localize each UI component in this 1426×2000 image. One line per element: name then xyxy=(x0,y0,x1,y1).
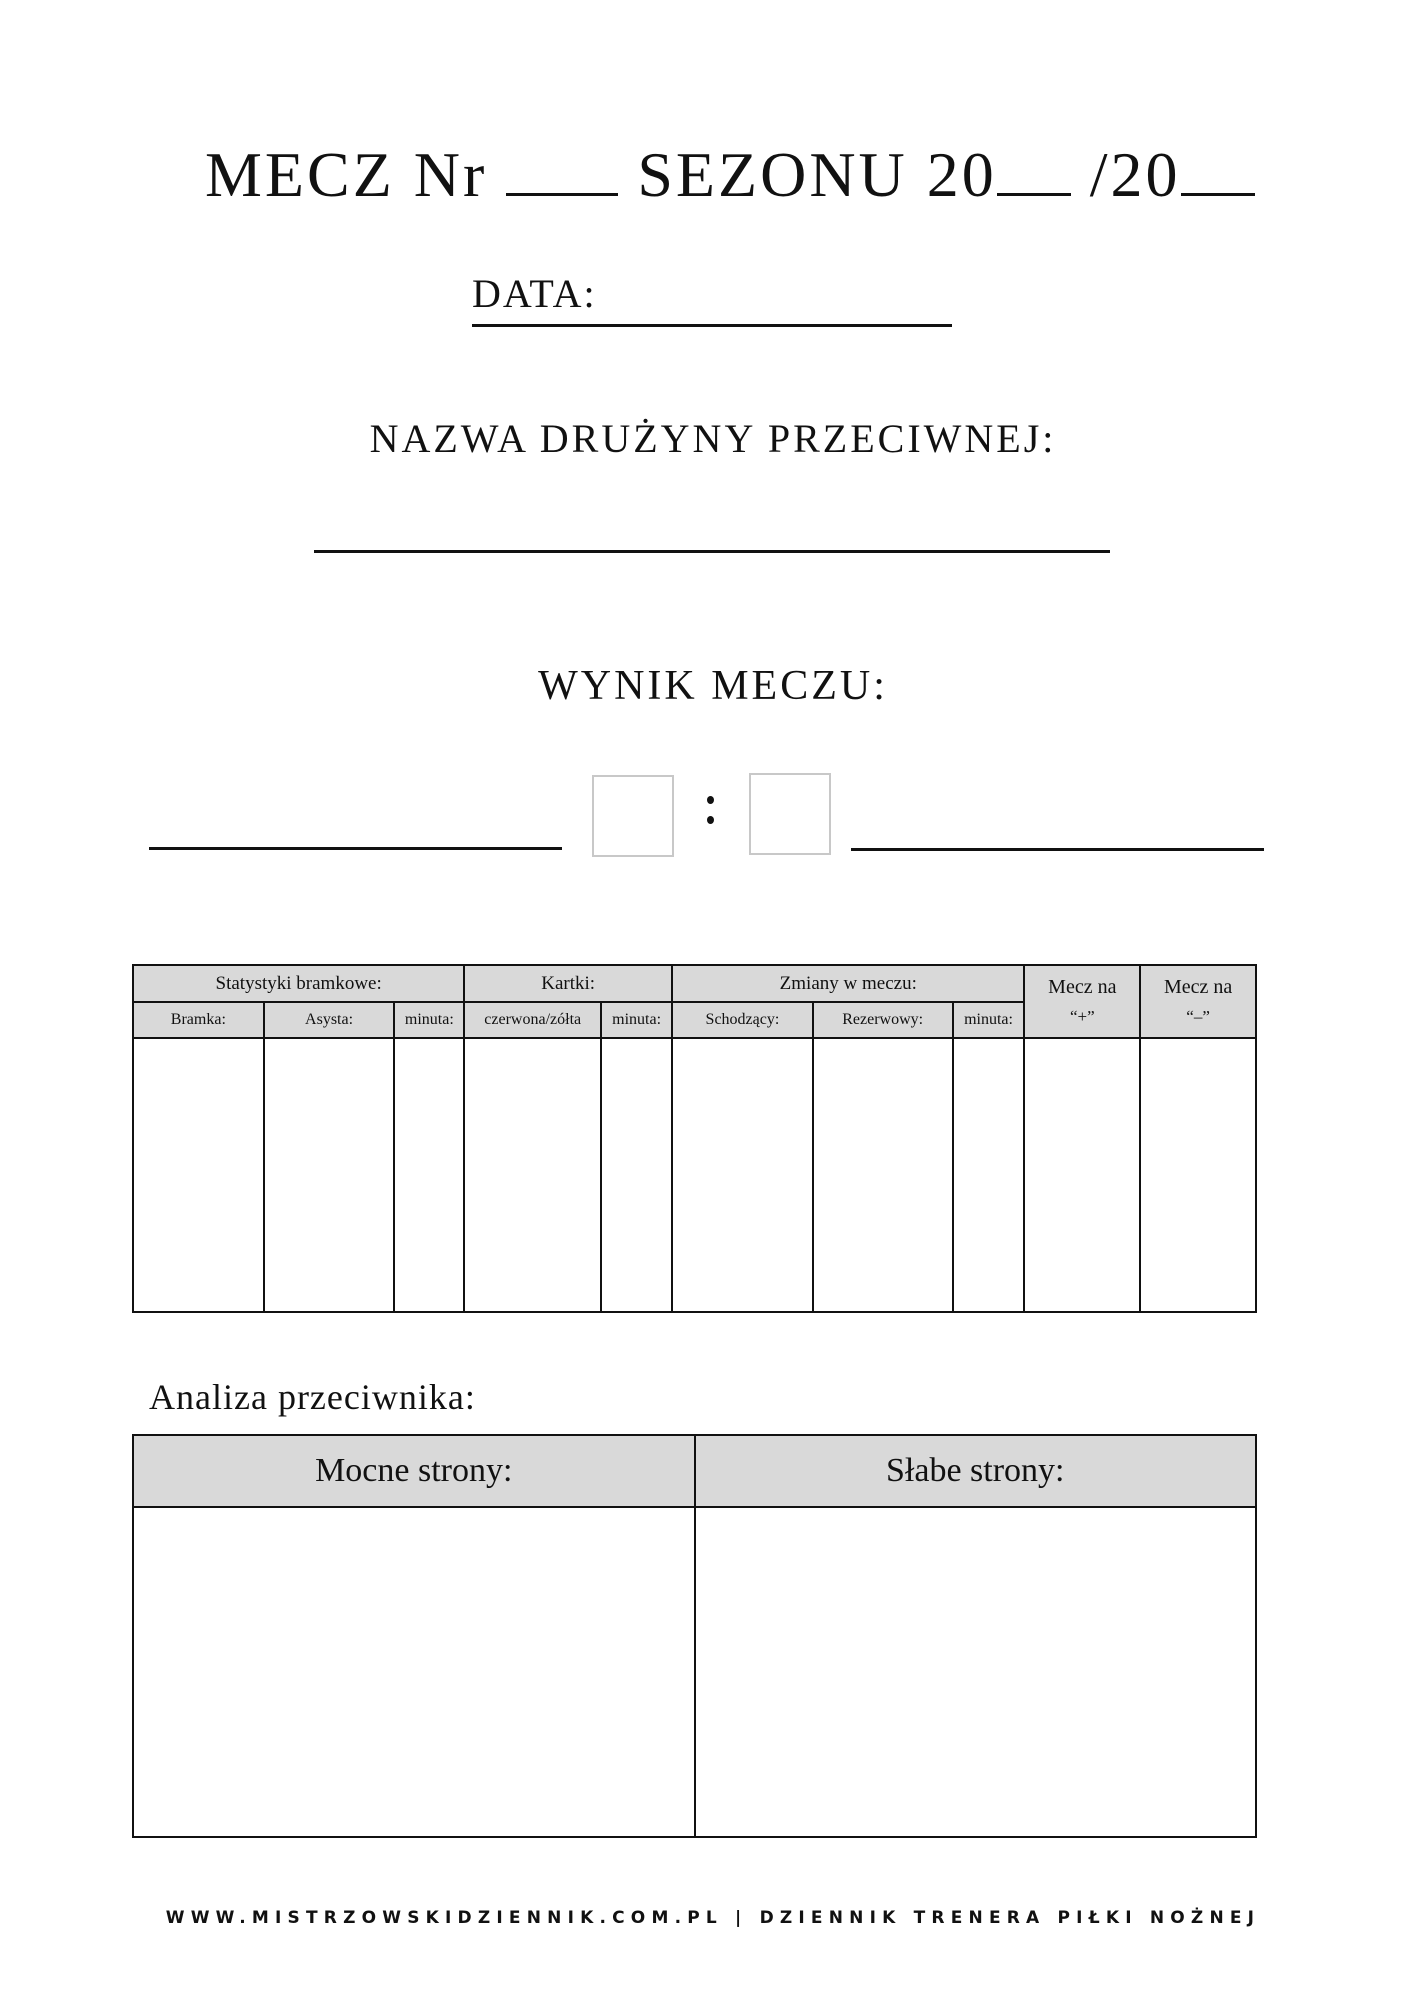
page-title xyxy=(205,138,1255,212)
goal-minute-column-header: minuta: xyxy=(394,1002,464,1038)
goal-cell[interactable] xyxy=(133,1038,264,1312)
strengths-cell[interactable] xyxy=(133,1507,695,1837)
home-team-field-line[interactable] xyxy=(149,847,562,850)
card-color-column-header: czerwona/zółta xyxy=(464,1002,601,1038)
substitute-column-header: Rezerwowy: xyxy=(813,1002,953,1038)
match-plus-header xyxy=(1024,965,1140,1038)
cards-header: Kartki: xyxy=(464,965,672,1002)
title-season-sep: /20 xyxy=(1089,139,1181,210)
goal-minute-cell[interactable] xyxy=(394,1038,464,1312)
card-minute-cell[interactable] xyxy=(601,1038,672,1312)
sub-minute-cell[interactable] xyxy=(953,1038,1025,1312)
player-off-cell[interactable] xyxy=(672,1038,813,1312)
season-end-blank[interactable] xyxy=(1181,192,1255,196)
opponent-name-label: NAZWA DRUŻYNY PRZECIWNEJ: xyxy=(369,416,1057,461)
player-off-column-header: Schodzący: xyxy=(672,1002,813,1038)
match-plus-line2: “+” xyxy=(1069,1006,1095,1026)
date-label: DATA: xyxy=(472,271,597,316)
match-minus-line2: “–” xyxy=(1186,1006,1210,1026)
assist-cell[interactable] xyxy=(264,1038,395,1312)
card-minute-column-header: minuta: xyxy=(601,1002,672,1038)
title-match-label: MECZ Nr xyxy=(205,139,488,210)
title-season-label: SEZONU 20 xyxy=(637,139,997,210)
match-plus-cell[interactable] xyxy=(1024,1038,1140,1312)
match-minus-line1: Mecz na xyxy=(1163,975,1233,998)
match-stats-table xyxy=(132,964,1257,1313)
away-team-field-line[interactable] xyxy=(851,848,1264,851)
match-minus-cell[interactable] xyxy=(1140,1038,1256,1312)
goal-column-header: Bramka: xyxy=(133,1002,264,1038)
home-score-box[interactable] xyxy=(592,775,674,857)
score-separator-colon xyxy=(700,790,720,830)
strengths-header: Mocne strony: xyxy=(133,1435,695,1507)
substitutions-header: Zmiany w meczu: xyxy=(672,965,1024,1002)
date-field-line[interactable] xyxy=(472,324,952,327)
match-plus-line1: Mecz na xyxy=(1048,975,1117,998)
weaknesses-cell[interactable] xyxy=(695,1507,1257,1837)
opponent-name-field-line[interactable] xyxy=(314,550,1110,553)
goal-stats-header: Statystyki bramkowe: xyxy=(133,965,464,1002)
table-row xyxy=(133,1038,1256,1312)
card-color-cell[interactable] xyxy=(464,1038,601,1312)
assist-column-header: Asysta: xyxy=(264,1002,395,1038)
match-minus-header xyxy=(1140,965,1256,1038)
score-label: WYNIK MECZU: xyxy=(538,663,888,709)
season-start-blank[interactable] xyxy=(997,192,1071,196)
away-score-box[interactable] xyxy=(749,773,831,855)
match-number-blank[interactable] xyxy=(506,192,618,196)
sub-minute-column-header: minuta: xyxy=(953,1002,1025,1038)
weaknesses-header: Słabe strony: xyxy=(695,1435,1257,1507)
opponent-analysis-label: Analiza przeciwnika: xyxy=(149,1377,476,1417)
opponent-analysis-table xyxy=(132,1434,1257,1838)
substitute-cell[interactable] xyxy=(813,1038,953,1312)
footer-text: WWW.MISTRZOWSKIDZIENNIK.COM.PL | DZIENNIK TRENERA PIŁKI NOŻNEJ xyxy=(165,1908,1261,1928)
